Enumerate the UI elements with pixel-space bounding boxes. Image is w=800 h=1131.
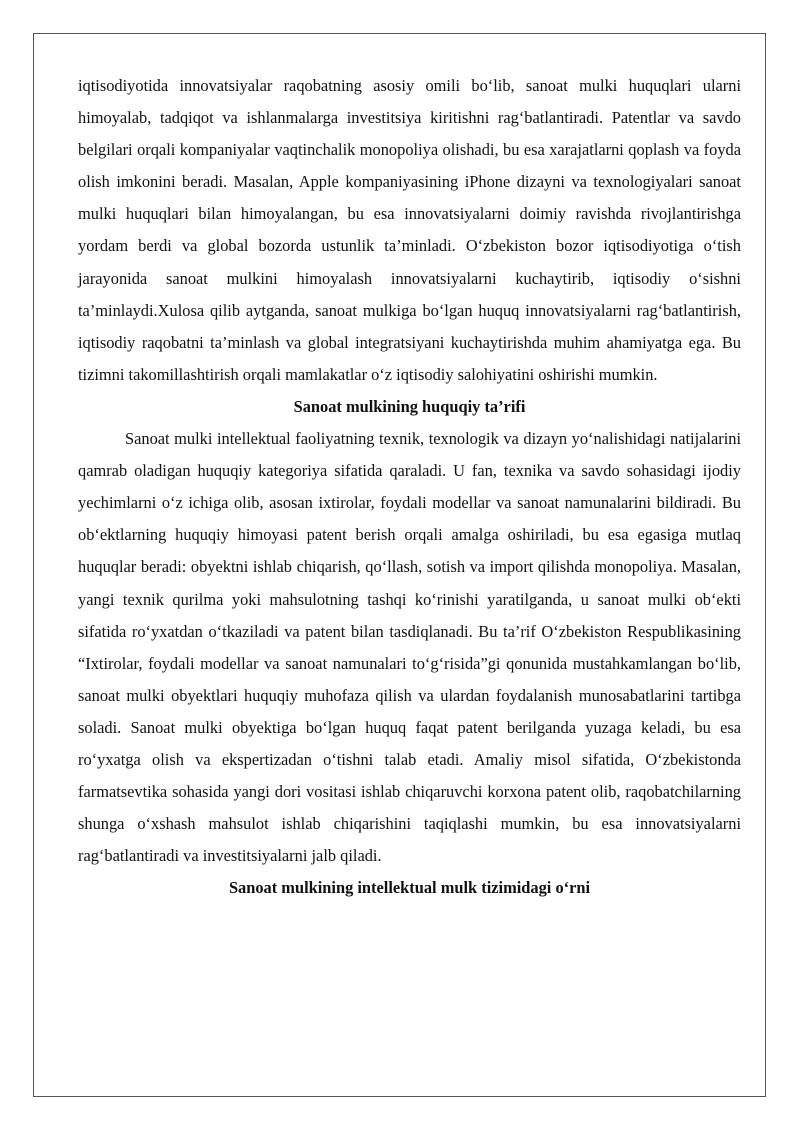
section-heading: Sanoat mulkining intellektual mulk tizimidagi o‘rni: [228, 878, 591, 898]
document-body: [78, 70, 741, 904]
section-heading: Sanoat mulkining huquqiy ta’rifi: [293, 396, 526, 416]
body-paragraph: Sanoat mulki intellektual faoliyatning texnik, texnologik va dizayn yo‘nalishidagi natijalarini qamrab oladigan huquqiy kategoriya sifatida qaraladi. U fan, texnika va savdo sohasidagi ijodiy yechimlarni o‘z ichiga olib, asosan ixtirolar, foydali modellar va sanoat namunalarini bildiradi. Bu ob‘ektlarning huquqiy himoyasi patent berish orqali amalga oshiriladi, bu esa egasiga mutlaq huquqlar beradi: obyektni ishlab chiqarish, qo‘llash, sotish va import qilishda monopoliya. Masalan, yangi texnik qurilma yoki mahsulotning tashqi ko‘rinishi yaratilganda, u sanoat mulki ob‘ekti sifatida ro‘yxatdan o‘tkaziladi va patent bilan tasdiqlanadi. Bu ta’rif O‘zbekiston Respublikasining “Ixtirolar, foydali modellar va sanoat namunalari to‘g‘risida”gi qonunida mustahkamlangan bo‘lib, sanoat mulki obyektlari huquqiy muhofaza qilish va ulardan foydalanish munosabatlarini tartibga soladi. Sanoat mulki obyektiga bo‘lgan huquq faqat patent berilganda yuzaga keladi, bu esa ro‘yxatga olish va ekspertizadan o‘tishni talab etadi. Amaliy misol sifatida, O‘zbekistonda farmatsevtika sohasida yangi dori vositasi ishlab chiqaruvchi korxona patent olib, raqobatchilarning shunga o‘xshash mahsulot ishlab chiqarishini taqiqlashi mumkin, bu esa innovatsiyalarni rag‘batlantiradi va investitsiyalarni jalb qiladi.: [78, 429, 741, 866]
body-paragraph: iqtisodiyotida innovatsiyalar raqobatning asosiy omili bo‘lib, sanoat mulki huquqlari ularni himoyalab, tadqiqot va ishlanmalarga investitsiya kiritishni rag‘batlantiradi. Patentlar va savdo belgilari orqali kompaniyalar vaqtinchalik monopoliya olishadi, bu esa xarajatlarni qoplash va foyda olish imkonini beradi. Masalan, Apple kompaniyasining iPhone dizayni va texnologiyalari sanoat mulki huquqlari bilan himoyalangan, bu esa innovatsiyalarni doimiy ravishda rivojlantirishga yordam berdi va global bozorda ustunlik ta’minladi. O‘zbekiston bozor iqtisodiyotiga o‘tish jarayonida sanoat mulkini himoyalash innovatsiyalarni kuchaytirib, iqtisodiy o‘sishni ta’minlaydi.Xulosa qilib aytganda, sanoat mulkiga bo‘lgan huquq innovatsiyalarni rag‘batlantirish, iqtisodiy raqobatni ta’minlash va global integratsiyani kuchaytirishda muhim ahamiyatga ega. Bu tizimni takomillashtirish orqali mamlakatlar o‘z iqtisodiy salohiyatini oshirishi mumkin.: [78, 76, 741, 384]
